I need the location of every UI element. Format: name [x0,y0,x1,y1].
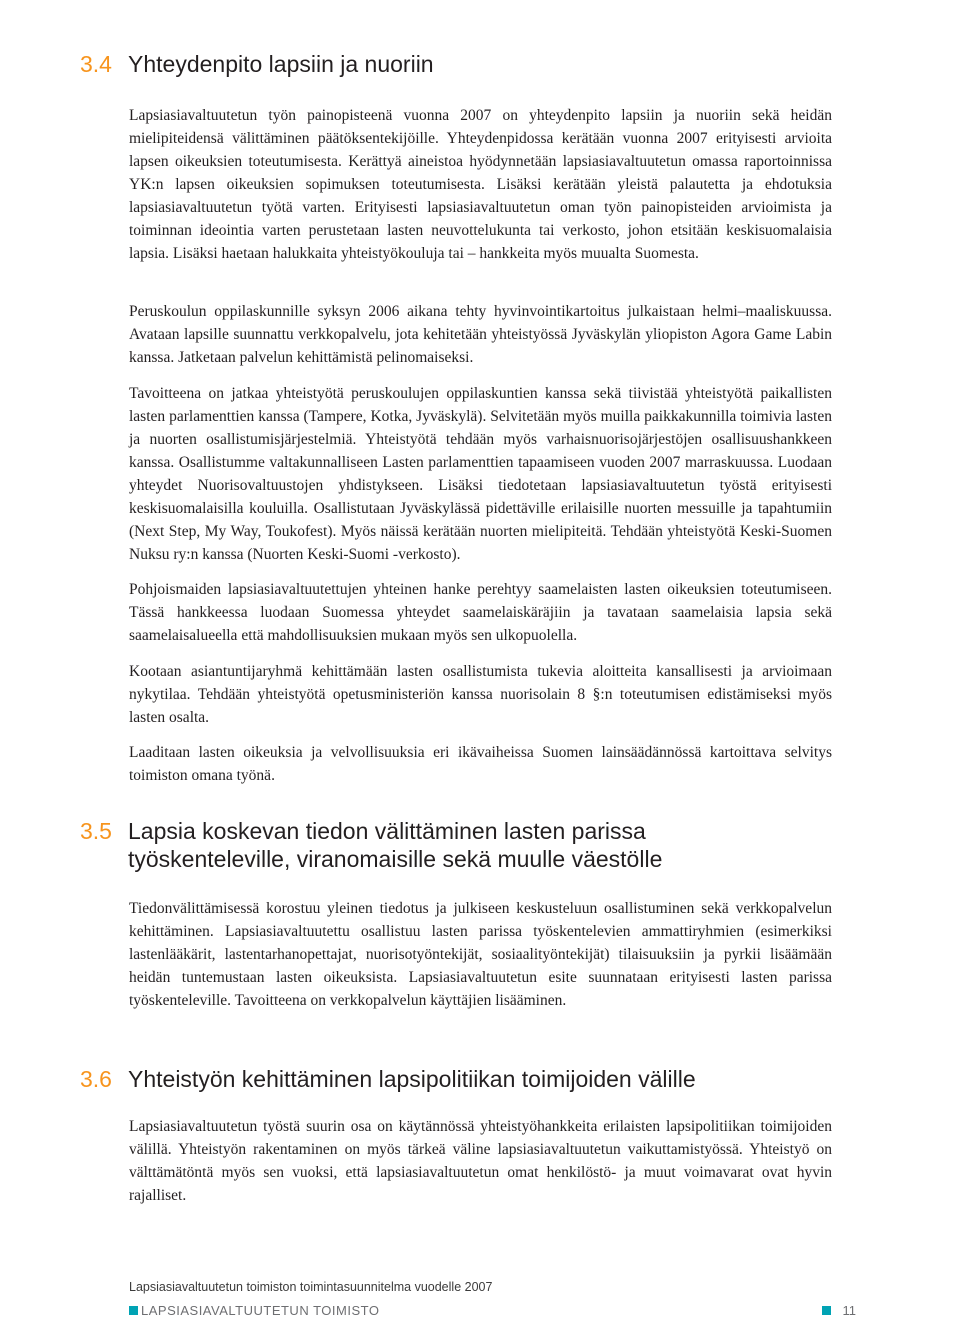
paragraph: Lapsiasiavaltuutetun työn painopisteenä vuonna 2007 on yhteydenpito lapsiin ja nuoriin sekä heidän mielipiteidensä välittäminen päätöksentekijöille. Yhteydenpidossa kerätään vuonna 2007 erityisesti arvioita lapsen oikeuksien toteutumisesta. Kerättyä aineistoa hyödynnetään lapsiasiavaltuutetun omassa raportoinnissa YK:n lapsen oikeuksien sopimuksen toteutumisesta. Lisäksi kerätään yleistä palautetta ja ehdotuksia lapsiasiavaltuutetun työtä varten. Erityisesti lapsiasiavaltuutetun oman työn painopisteiden arvioimista ja toiminnan ideointia varten perustetaan lasten neuvottelukunta tai verkosto, johon etsitään keskisuomalaisia lapsia. Lisäksi haetaan halukkaita yhteistyökouluja tai – hankkeita myös muualta Suomesta. [129,107,832,262]
section-title-line: työskenteleville, viranomaisille sekä muulle väestölle [128,846,663,872]
section-number: 3.6 [80,1066,112,1092]
section-title [128,817,662,873]
paragraph: Kootaan asiantuntijaryhmä kehittämään lasten osallistumista tukevia aloitteita kansallisesti ja arvioimaan nykytilaa. Tehdään yhteistyötä opetusministeriön kanssa nuorisolain 8 §:n toteutumisen edistämiseksi myös lasten osalta. [129,663,832,726]
footer-organization-label: LAPSIASIAVALTUUTETUN TOIMISTO [141,1303,380,1318]
paragraph: Lapsiasiavaltuutetun työstä suurin osa on käytännössä yhteistyöhankkeita erilaisten lapsipolitiikan toimijoiden välillä. Yhteistyön rakentaminen on myös tärkeä väline lapsiasiavaltuutetun vaikuttamistyössä. Yhteistyö on välttämätöntä myös sen vuoksi, että lapsiasiavaltuutetun omat henkilöstö- ja muut voimavarat ovat hyvin rajalliset. [129,1118,832,1204]
section-heading-3-6 [80,1065,696,1093]
footer-document-title: Lapsiasiavaltuutetun toimiston toimintasuunnitelma vuodelle 2007 [129,1280,493,1294]
section-heading-3-4 [80,50,434,78]
paragraph: Tavoitteena on jatkaa yhteistyötä peruskoulujen oppilaskuntien kanssa sekä tiivistää yhteistyötä paikallisten lasten parlamenttien kanssa (Tampere, Kotka, Jyväskylä). Selvitetään myös muilla paikkakunnilla toimivia lasten ja nuorten osallistumisjärjestelmiä. Yhteistyötä tehdään myös varhaisnuorisojärjestöjen osallisuushankkeen kanssa. Osallistumme valtakunnalliseen Lasten parlamenttien tapaamiseen vuoden 2007 marraskuussa. Luodaan yhteydet Nuorisovaltuustojen yhdistykseen. Lisäksi tiedotetaan lapsiasiavaltuutetun työstä erityisesti keskisuomalaisilla kouluilla. Osallistutaan Jyväskylässä pidettäville erilaisille nuorten messuille ja tapahtumiin (Next Step, My Way, Toukofest). Myös näissä kerätään nuorten mielipiteitä. Tehdään yhteistyötä Keski-Suomen Nuksu ry:n kanssa (Nuorten Keski-Suomi -verkosto). [129,385,832,563]
section-number: 3.4 [80,51,112,77]
page-number: 11 [842,1303,856,1318]
square-bullet-icon [822,1306,831,1315]
section-title-line: Lapsia koskevan tiedon välittäminen lasten parissa [128,818,646,844]
square-bullet-icon [129,1306,138,1315]
footer-page-number [822,1303,857,1320]
footer-organization [129,1303,379,1320]
paragraph: Tiedonvälittämisessä korostuu yleinen tiedotus ja julkiseen keskusteluun osallistuminen sekä verkkopalvelun kehittäminen. Lapsiasiavaltuutettu osallistuu lasten parissa työskentelevien ammattiryhmien (esimerkiksi lastenlääkärit, lastentarhanopettajat, nuorisotyöntekijät, sosiaalityöntekijät) tilaisuuksiin ja pyrkii lisäämään heidän tuntemustaan lasten oikeuksista. Lapsiasiavaltuutetun esite suunnataan erityisesti lasten parissa työskenteleville. Tavoitteena on verkkopalvelun käyttäjien lisääminen. [129,900,832,1009]
section-number: 3.5 [80,818,112,844]
paragraph: Pohjoismaiden lapsiasiavaltuutettujen yhteinen hanke perehtyy saamelaisten lasten oikeuksien toteutumiseen. Tässä hankkeessa luodaan Suomessa yhteydet saamelaiskäräjiin ja tavataan saamelaisia lapsia sekä saamelaisalueella että mahdollisuuksien mukaan myös sen ulkopuolella. [129,581,832,644]
paragraph: Laaditaan lasten oikeuksia ja velvollisuuksia eri ikävaiheissa Suomen lainsäädännössä kartoittava selvitys toimiston omana työnä. [129,744,832,784]
section-heading-3-5 [80,817,662,873]
section-title: Yhteistyön kehittäminen lapsipolitiikan toimijoiden välille [128,1066,696,1092]
paragraph: Peruskoulun oppilaskunnille syksyn 2006 aikana tehty hyvinvointikartoitus julkaistaan helmi–maaliskuussa. Avataan lapsille suunnattu verkkopalvelu, jota kehitetään yhteistyössä Jyväskylän yliopiston Agora Game Labin kanssa. Jatketaan palvelun kehittämistä pelinomaiseksi. [129,303,832,366]
section-title: Yhteydenpito lapsiin ja nuoriin [128,51,434,77]
